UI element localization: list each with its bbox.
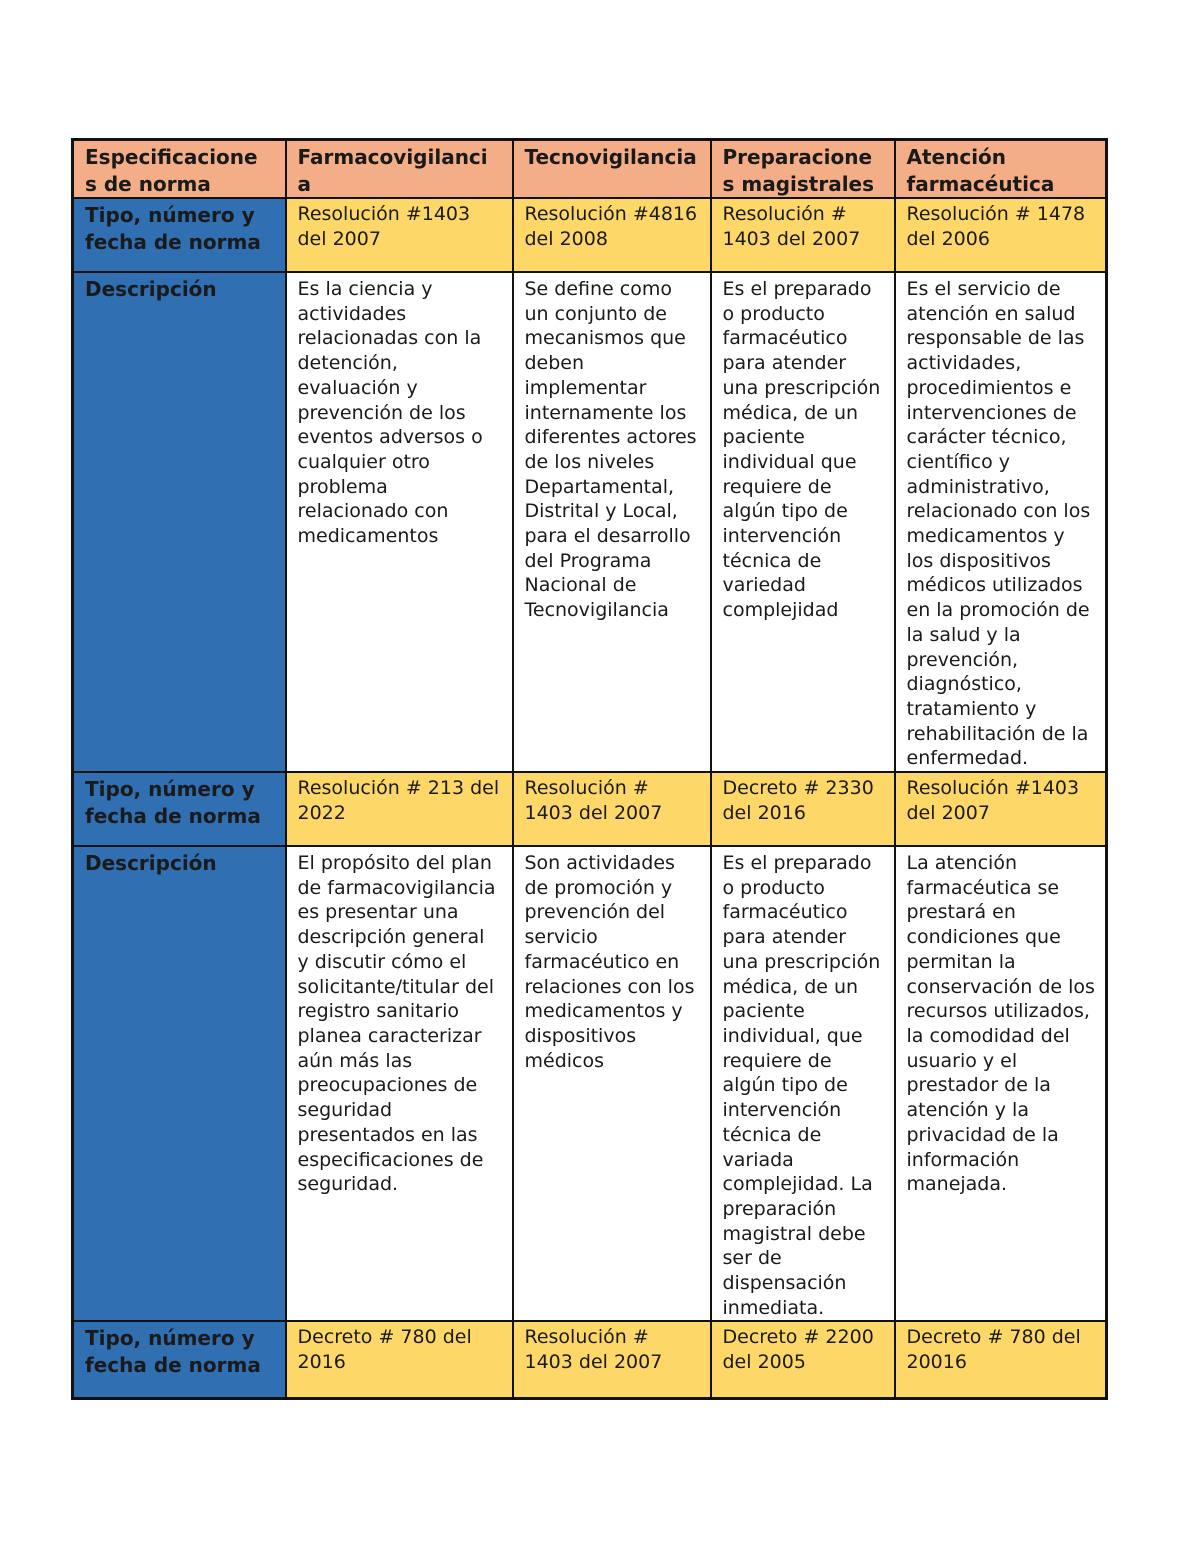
header-tecnovigilancia: Tecnovigilancia <box>513 140 711 199</box>
row-label-norm: Tipo, número y fecha de norma <box>73 772 286 846</box>
norm-cell: Decreto # 780 del 20016 <box>895 1321 1107 1398</box>
description-cell: Son actividades de promoción y prevención del servicio farmacéutico en relaciones con los medicamentos y dispositivos médicos <box>513 846 711 1321</box>
norm-cell: Resolución #1403 del 2007 <box>895 772 1107 846</box>
norms-comparison-table <box>71 138 1108 1400</box>
row-label-description: Descripción <box>73 846 286 1321</box>
norm-cell: Resolución # 213 del 2022 <box>286 772 513 846</box>
description-cell: Es el preparado o producto farmacéutico para atender una prescripción médica, de un paciente individual que requiere de algún tipo de intervención técnica de variedad complejidad <box>711 272 895 772</box>
norm-cell: Decreto # 780 del 2016 <box>286 1321 513 1398</box>
norm-cell: Decreto # 2200 del 2005 <box>711 1321 895 1398</box>
description-cell: Se define como un conjunto de mecanismos que deben implementar internamente los diferentes actores de los niveles Departamental, Distrital y Local, para el desarrollo del Programa Nacional de Tecnovigilancia <box>513 272 711 772</box>
norm-cell: Decreto # 2330 del 2016 <box>711 772 895 846</box>
norm-cell: Resolución # 1478 del 2006 <box>895 198 1107 272</box>
table-row <box>73 198 1107 272</box>
description-cell: El propósito del plan de farmacovigilancia es presentar una descripción general y discutir cómo el solicitante/titular del registro sanitario planea caracterizar aún más las preocupaciones de seguridad presentados en las especificaciones de seguridad. <box>286 846 513 1321</box>
norm-cell: Resolución #1403 del 2007 <box>286 198 513 272</box>
norm-cell: Resolución # 1403 del 2007 <box>711 198 895 272</box>
row-label-description: Descripción <box>73 272 286 772</box>
description-cell: Es el preparado o producto farmacéutico para atender una prescripción médica, de un paciente individual, que requiere de algún tipo de intervención técnica de variada complejidad. La preparación magistral debe ser de dispensación inmediata. <box>711 846 895 1321</box>
norm-cell: Resolución #4816 del 2008 <box>513 198 711 272</box>
table-row <box>73 1321 1107 1398</box>
description-cell: Es el servicio de atención en salud responsable de las actividades, procedimientos e intervenciones de carácter técnico, científico y administrativo, relacionado con los medicamentos y los dispositivos médicos utilizados en la promoción de la salud y la prevención, diagnóstico, tratamiento y rehabilitación de la enfermedad. <box>895 272 1107 772</box>
description-cell: Es la ciencia y actividades relacionadas con la detención, evaluación y prevención de los eventos adversos o cualquier otro problema relacionado con medicamentos <box>286 272 513 772</box>
norm-cell: Resolución # 1403 del 2007 <box>513 1321 711 1398</box>
table-row <box>73 272 1107 772</box>
header-row <box>73 140 1107 199</box>
header-specifications: Especificacione s de norma <box>73 140 286 199</box>
table-row <box>73 846 1107 1321</box>
header-preparaciones-magistrales: Preparacione s magistrales <box>711 140 895 199</box>
header-farmacovigilancia: Farmacovigilanci a <box>286 140 513 199</box>
row-label-norm: Tipo, número y fecha de norma <box>73 1321 286 1398</box>
norm-cell: Resolución # 1403 del 2007 <box>513 772 711 846</box>
header-atencion-farmaceutica: Atención farmacéutica <box>895 140 1107 199</box>
table-row <box>73 772 1107 846</box>
row-label-norm: Tipo, número y fecha de norma <box>73 198 286 272</box>
description-cell: La atención farmacéutica se prestará en condiciones que permitan la conservación de los recursos utilizados, la comodidad del usuario y el prestador de la atención y la privacidad de la información manejada. <box>895 846 1107 1321</box>
